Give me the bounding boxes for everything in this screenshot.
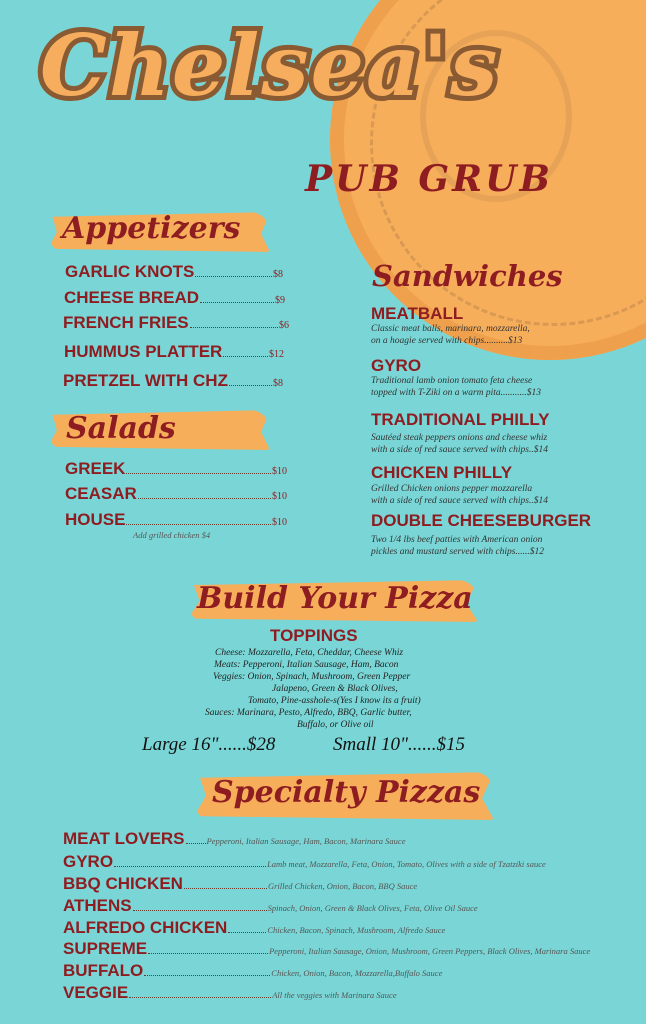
item-name: BUFFALO bbox=[63, 961, 144, 980]
sandwich-desc: Two 1/4 lbs beef patties with American onion pickles and mustard served with chips......$12 bbox=[371, 535, 545, 557]
toppings-line: Jalapeno, Green & Black Olives, bbox=[272, 684, 398, 694]
sandwich-name: MEATBALL bbox=[371, 304, 464, 323]
item-name: SUPREME bbox=[63, 939, 148, 958]
sandwich-desc: Grilled Chicken onions pepper mozzarella with a side of red sauce served with chips..$14 bbox=[371, 484, 548, 506]
leader-dots bbox=[195, 276, 272, 277]
specialty-heading: Specialty Pizzas bbox=[212, 775, 481, 810]
salads-heading: Salads bbox=[66, 411, 176, 446]
toppings-title: TOPPINGS bbox=[270, 626, 358, 645]
menu-item bbox=[64, 342, 284, 362]
leader-dots bbox=[129, 997, 271, 998]
menu-item bbox=[65, 510, 287, 530]
pizza-large-price: Large 16"......$28 bbox=[142, 734, 276, 755]
item-desc: Lamb meat, Mozzarella, Feta, Onion, Tomato, Olives with a side of Tzatziki sauce bbox=[267, 859, 546, 869]
restaurant-title: Chelsea's bbox=[40, 16, 500, 115]
sandwich-desc: Sautéed steak peppers onions and cheese whiz with a side of red sauce served with chips..$14 bbox=[371, 433, 548, 455]
leader-dots bbox=[126, 473, 271, 474]
sandwich-name: GYRO bbox=[371, 356, 422, 375]
item-name: VEGGIE bbox=[63, 983, 129, 1002]
sandwich-name: CHICKEN PHILLY bbox=[371, 463, 513, 482]
specialty-item bbox=[63, 896, 633, 916]
sandwich-desc: Traditional lamb onion tomato feta cheese topped with T-Ziki on a warm pita...........$13 bbox=[371, 376, 542, 398]
specialty-item bbox=[63, 939, 633, 959]
item-name: MEAT LOVERS bbox=[63, 829, 185, 848]
specialty-item bbox=[63, 829, 633, 849]
menu-item bbox=[65, 262, 283, 282]
leader-dots bbox=[229, 385, 272, 386]
item-name: GYRO bbox=[63, 852, 114, 871]
toppings-line: Cheese: Mozzarella, Feta, Cheddar, Cheese Whiz bbox=[215, 648, 404, 658]
restaurant-subtitle: PUB GRUB bbox=[305, 158, 553, 200]
leader-dots bbox=[186, 843, 206, 844]
leader-dots bbox=[223, 356, 268, 357]
item-desc: Chicken, Onion, Bacon, Mozzarella,Buffalo Sauce bbox=[271, 968, 443, 978]
toppings-line: Meats: Pepperoni, Italian Sausage, Ham, Bacon bbox=[214, 660, 399, 670]
item-desc: Grilled Chicken, Onion, Bacon, BBQ Sauce bbox=[267, 881, 418, 891]
leader-dots bbox=[133, 910, 267, 911]
specialty-item bbox=[63, 852, 633, 872]
item-name: CHEESE BREAD bbox=[64, 288, 200, 307]
item-desc: All the veggies with Marinara Sauce bbox=[272, 990, 397, 1000]
toppings-line: Buffalo, or Olive oil bbox=[297, 720, 374, 730]
sandwiches-heading: Sandwiches bbox=[372, 259, 563, 293]
leader-dots bbox=[126, 524, 271, 525]
item-name: CEASAR bbox=[65, 484, 137, 503]
item-name: BBQ CHICKEN bbox=[63, 874, 183, 893]
toppings-line: Tomato, Pine-asshole-s(Yes I know its a fruit) bbox=[248, 696, 421, 706]
item-name: ALFREDO CHICKEN bbox=[63, 918, 228, 937]
item-desc: Spinach, Onion, Green & Black Olives, Feta, Olive Oil Sauce bbox=[267, 903, 478, 913]
menu-item bbox=[63, 313, 289, 333]
leader-dots bbox=[114, 866, 266, 867]
item-desc: Chicken, Bacon, Spinach, Mushroom, Alfredo Sauce bbox=[267, 925, 446, 935]
leader-dots bbox=[228, 932, 266, 933]
leader-dots bbox=[190, 327, 278, 328]
specialty-item bbox=[63, 918, 633, 938]
sandwich-name: TRADITIONAL PHILLY bbox=[371, 410, 550, 429]
leader-dots bbox=[200, 302, 274, 303]
item-price: $10 bbox=[272, 466, 287, 477]
item-desc: Pepperoni, Italian Sausage, Onion, Mushroom, Green Peppers, Black Olives, Marinara Sauce bbox=[269, 946, 591, 956]
appetizers-heading: Appetizers bbox=[62, 211, 241, 246]
item-name: GREEK bbox=[65, 459, 126, 478]
menu-item bbox=[65, 459, 287, 479]
leader-dots bbox=[148, 953, 268, 954]
salads-note: Add grilled chicken $4 bbox=[133, 530, 211, 540]
sandwich-name: DOUBLE CHEESEBURGER bbox=[371, 511, 592, 530]
menu-item bbox=[63, 371, 283, 391]
pizza-small-price: Small 10"......$15 bbox=[333, 734, 466, 755]
item-price: $8 bbox=[273, 378, 283, 389]
leader-dots bbox=[144, 975, 270, 976]
item-price: $8 bbox=[273, 269, 283, 280]
specialty-item bbox=[63, 983, 633, 1003]
sandwich-desc: Classic meat balls, marinara, mozzarella, on a hoagie served with chips..........$13 bbox=[371, 324, 530, 346]
item-name: PRETZEL WITH CHZ bbox=[63, 371, 228, 390]
specialty-item bbox=[63, 961, 633, 981]
pizza-heading: Build Your Pizza bbox=[197, 581, 473, 616]
item-name: HUMMUS PLATTER bbox=[64, 342, 223, 361]
item-name: GARLIC KNOTS bbox=[65, 262, 195, 281]
toppings-line: Sauces: Marinara, Pesto, Alfredo, BBQ, Garlic butter, bbox=[205, 708, 412, 718]
item-price: $6 bbox=[279, 320, 289, 331]
leader-dots bbox=[138, 498, 271, 499]
specialty-item bbox=[63, 874, 633, 894]
item-name: ATHENS bbox=[63, 896, 132, 915]
menu-item bbox=[65, 484, 287, 504]
item-price: $10 bbox=[272, 491, 287, 502]
toppings-line: Veggies: Onion, Spinach, Mushroom, Green Pepper bbox=[213, 672, 411, 682]
item-name: HOUSE bbox=[65, 510, 126, 529]
item-desc: Pepperoni, Italian Sausage, Ham, Bacon, Marinara Sauce bbox=[206, 836, 406, 846]
item-name: FRENCH FRIES bbox=[63, 313, 189, 332]
item-price: $12 bbox=[269, 349, 284, 360]
item-price: $9 bbox=[275, 295, 285, 306]
leader-dots bbox=[184, 888, 267, 889]
item-price: $10 bbox=[272, 517, 287, 528]
menu-item bbox=[64, 288, 285, 308]
